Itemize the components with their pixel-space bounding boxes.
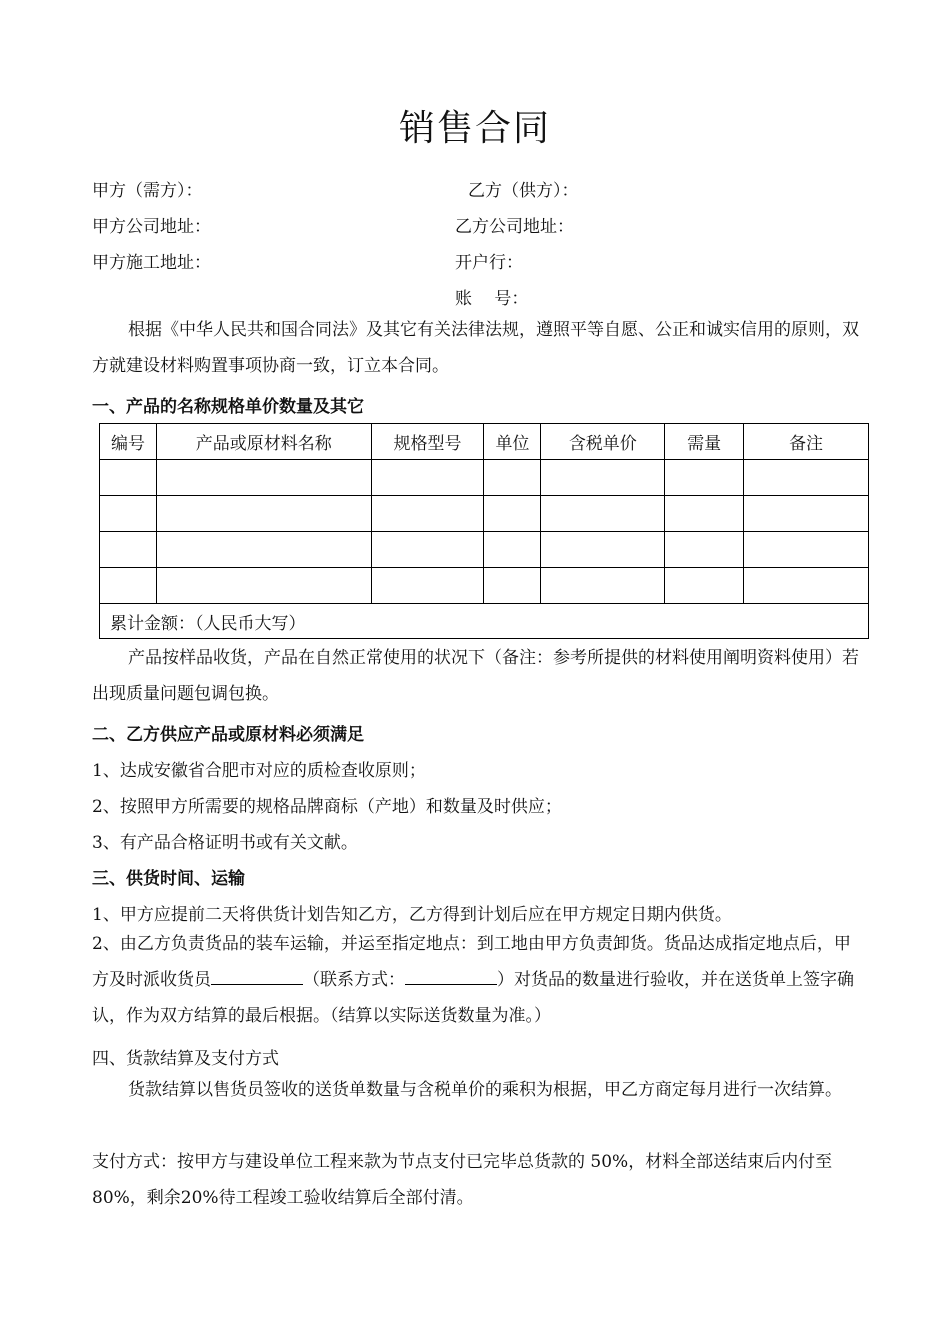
- table-cell: [100, 532, 157, 568]
- section-2-item-1: 1、达成安徽省合肥市对应的质检查收原则；: [92, 761, 426, 781]
- section-3-item-2: [92, 926, 862, 1034]
- table-header-cell: 产品或原材料名称: [156, 424, 371, 460]
- section-2-item-3: 3、有产品合格证明书或有关文献。: [92, 833, 358, 853]
- party-b-bank-label: 开户行：: [455, 253, 523, 273]
- section-3-item-2-text-a: 2、由乙方负责货品的装车运输，并运至指定地点：到工地由甲方负责卸货。货品达成指定地点后，甲方及时派收货员: [92, 934, 851, 990]
- table-cell: [541, 496, 665, 532]
- table-row: [100, 568, 869, 604]
- page-title: 销售合同: [398, 108, 551, 149]
- section-4-heading: 四、货款结算及支付方式: [92, 1049, 279, 1069]
- party-a-address-label: 甲方公司地址：: [92, 217, 211, 237]
- table-cell: [484, 496, 541, 532]
- section-3-item-2-text-c: ）对货品的数量进行验收，并在送货单上签字确认，作为双方结算的最后根据。（结算以实际送货数量为准。）: [92, 970, 854, 1026]
- table-cell: [541, 460, 665, 496]
- table-header-cell: 单位: [484, 424, 541, 460]
- payment-method-paragraph: 支付方式：按甲方与建设单位工程来款为节点支付已完毕总货款的 50%，材料全部送结束后内付至80%，剩余20%待工程竣工验收结算后全部付清。: [92, 1152, 833, 1208]
- table-cell: [371, 496, 484, 532]
- table-cell: [156, 532, 371, 568]
- section-3-item-2-text-b: （联系方式：: [303, 970, 405, 990]
- table-row: [100, 496, 869, 532]
- table-cell: [484, 568, 541, 604]
- receiver-name-blank[interactable]: [211, 966, 303, 985]
- table-header-cell: 规格型号: [371, 424, 484, 460]
- party-a-name-label: 甲方（需方）：: [92, 181, 203, 201]
- table-cell: [541, 568, 665, 604]
- table-cell: [744, 532, 869, 568]
- table-cell: [484, 460, 541, 496]
- party-b-name-label: 乙方（供方）：: [468, 181, 579, 201]
- product-table: [99, 423, 869, 639]
- table-cell: [156, 568, 371, 604]
- table-cell: [100, 496, 157, 532]
- table-header-cell: 含税单价: [541, 424, 665, 460]
- section-2-heading: 二、乙方供应产品或原材料必须满足: [92, 725, 364, 745]
- table-total-row: [100, 604, 869, 639]
- section-3-heading: 三、供货时间、运输: [92, 869, 245, 889]
- party-a-site-label: 甲方施工地址：: [92, 253, 211, 273]
- table-cell: [665, 496, 744, 532]
- table-cell: [744, 568, 869, 604]
- section-1-heading: 一、产品的名称规格单价数量及其它: [92, 397, 364, 417]
- table-cell: [744, 460, 869, 496]
- table-cell: [744, 496, 869, 532]
- table-cell: [665, 460, 744, 496]
- table-cell: [665, 568, 744, 604]
- total-amount-label: 累计金额：（人民币大写）: [100, 604, 869, 639]
- party-b-account-label: 账 号：: [455, 289, 529, 309]
- table-row: [100, 460, 869, 496]
- table-cell: [371, 568, 484, 604]
- table-header-row: [100, 424, 869, 460]
- section-4-paragraph: 货款结算以售货员签收的送货单数量与含税单价的乘积为根据，甲乙方商定每月进行一次结算。: [128, 1080, 842, 1100]
- contact-info-blank[interactable]: [405, 966, 497, 985]
- table-cell: [100, 568, 157, 604]
- table-cell: [484, 532, 541, 568]
- table-row: [100, 532, 869, 568]
- table-cell: [156, 496, 371, 532]
- section-2-item-2: 2、按照甲方所需要的规格品牌商标（产地）和数量及时供应；: [92, 797, 562, 817]
- section-3-item-1: 1、甲方应提前二天将供货计划告知乙方，乙方得到计划后应在甲方规定日期内供货。: [92, 905, 732, 925]
- table-header-cell: 需量: [665, 424, 744, 460]
- quality-note-paragraph: 产品按样品收货，产品在自然正常使用的状况下（备注：参考所提供的材料使用阐明资料使用）若出现质量问题包调包换。: [92, 648, 859, 704]
- table-cell: [371, 532, 484, 568]
- table-cell: [371, 460, 484, 496]
- table-header-cell: 备注: [744, 424, 869, 460]
- preamble-paragraph: 根据《中华人民共和国合同法》及其它有关法律法规，遵照平等自愿、公正和诚实信用的原则，双方就建设材料购置事项协商一致，订立本合同。: [92, 320, 859, 376]
- party-b-address-label: 乙方公司地址：: [455, 217, 574, 237]
- table-cell: [541, 532, 665, 568]
- table-cell: [156, 460, 371, 496]
- table-cell: [100, 460, 157, 496]
- table-header-cell: 编号: [100, 424, 157, 460]
- table-cell: [665, 532, 744, 568]
